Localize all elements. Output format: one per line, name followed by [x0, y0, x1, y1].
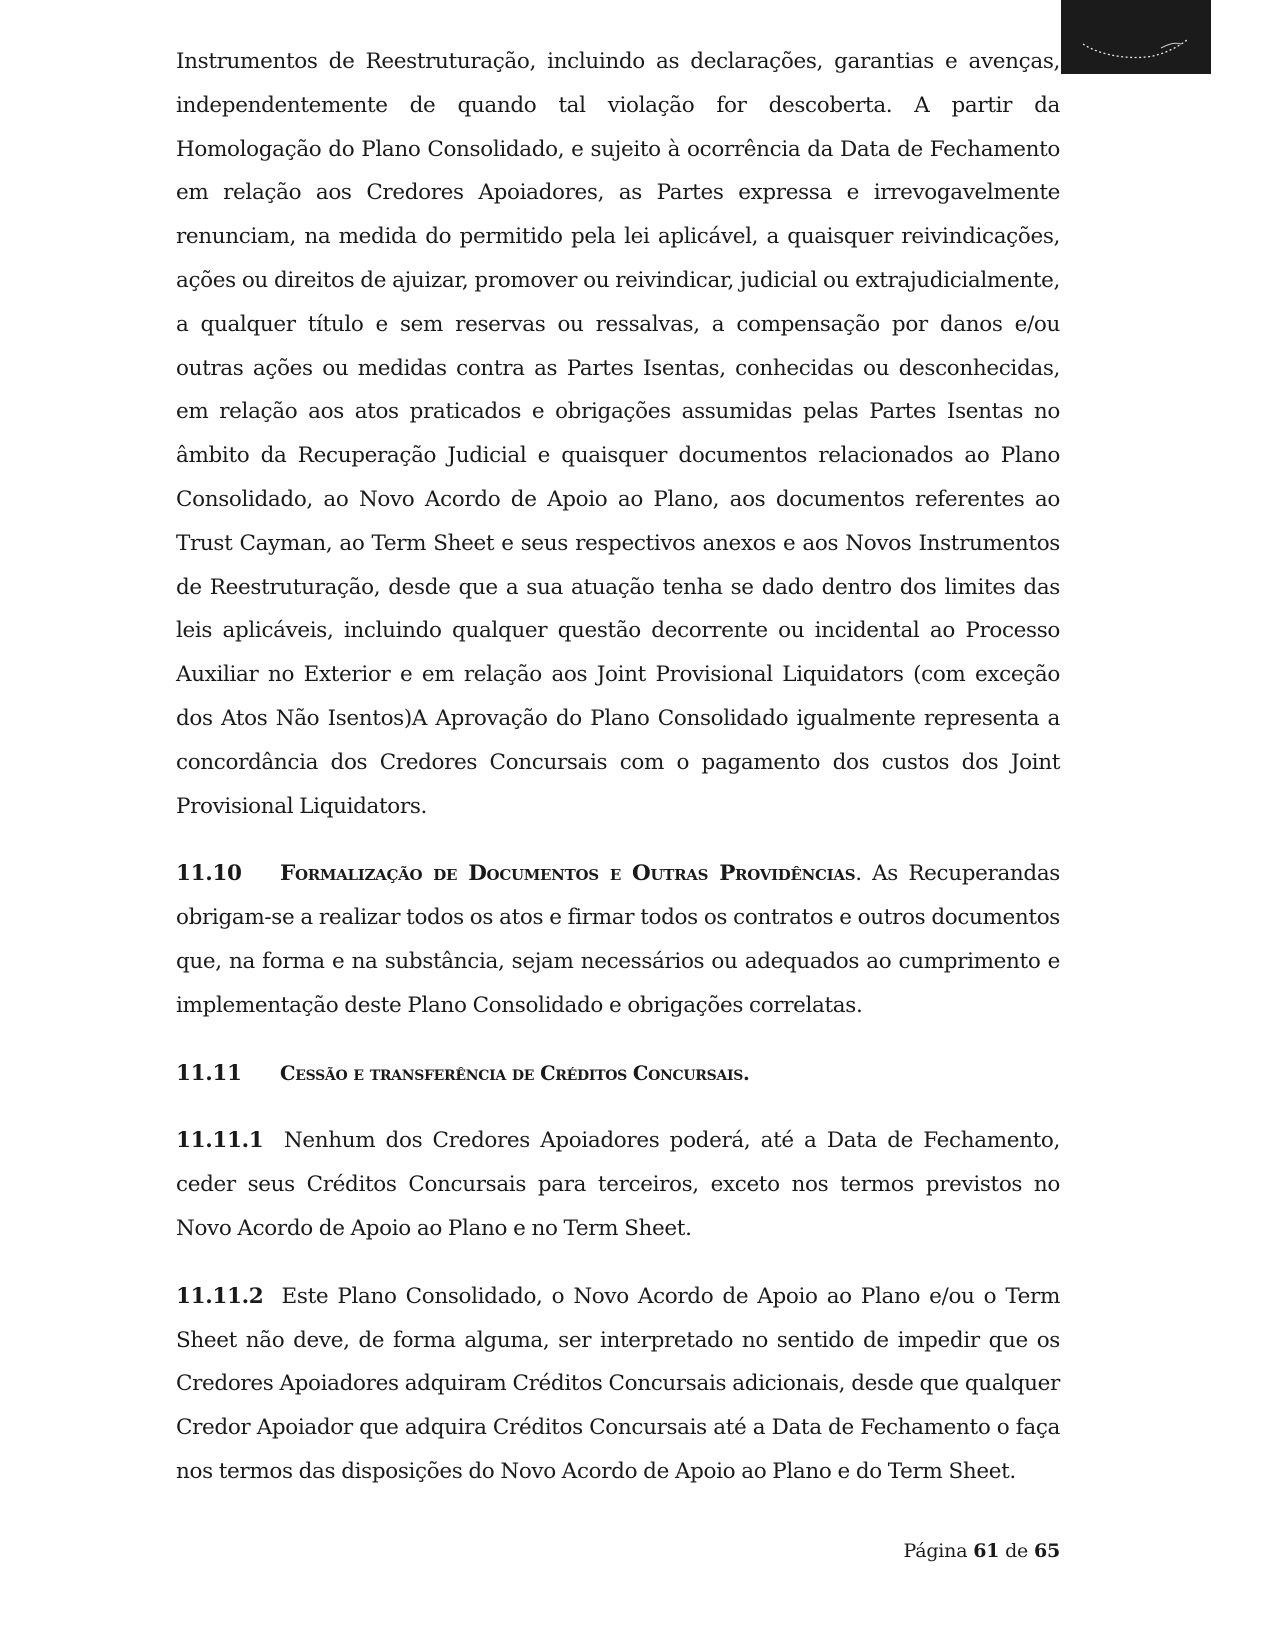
section-title: Formalização de Documentos e Outras Providências — [280, 861, 856, 887]
section-number: 11.11.1 — [176, 1128, 264, 1154]
corner-logo — [1061, 0, 1211, 74]
signature-mark-icon — [1061, 0, 1211, 74]
section-11-10 — [176, 852, 1060, 1027]
of-label: de — [1005, 1540, 1029, 1562]
total-pages: 65 — [1033, 1540, 1060, 1562]
page-label: Página — [903, 1540, 968, 1562]
section-11-11 — [176, 1052, 1060, 1096]
section-number: 11.10 — [176, 861, 242, 887]
intro-paragraph: Instrumentos de Reestruturação, incluindo as declarações, garantias e avenças, independentemente de quando tal violação for descoberta. A partir da Homologação do Plano Consolidado, e sujeito à ocorrência da Data de Fechamento em relação aos Credores Apoiadores, as Partes expressa e irrevogavelmente renunciam, na medida do permitido pela lei aplicável, a quaisquer reivindicações, ações ou direitos de ajuizar, promover ou reivindicar, judicial ou extrajudicialmente, a qualquer título e sem reservas ou ressalvas, a compensação por danos e/ou outras ações ou medidas contra as Partes Isentas, conhecidas ou desconhecidas, em relação aos atos praticados e obrigações assumidas pelas Partes Isentas no âmbito da Recuperação Judicial e quaisquer documentos relacionados ao Plano Consolidado, ao Novo Acordo de Apoio ao Plano, aos documentos referentes ao Trust Cayman, ao Term Sheet e seus respectivos anexos e aos Novos Instrumentos de Reestruturação, desde que a sua atuação tenha se dado dentro dos limites das leis aplicáveis, incluindo qualquer questão decorrente ou incidental ao Processo Auxiliar no Exterior e em relação aos Joint Provisional Liquidators (com exceção dos Atos Não Isentos)A Aprovação do Plano Consolidado igualmente representa a concordância dos Credores Concursais com o pagamento dos custos dos Joint Provisional Liquidators. — [176, 49, 1060, 819]
section-11-11-1 — [176, 1119, 1060, 1250]
section-11-11-2 — [176, 1275, 1060, 1494]
section-number: 11.11.2 — [176, 1283, 264, 1309]
page-footer — [903, 1540, 1060, 1562]
section-title: Cessão e transferência de Créditos Concursais. — [280, 1061, 750, 1085]
section-number: 11.11 — [176, 1060, 242, 1086]
document-body — [176, 40, 1060, 1494]
section-body: Este Plano Consolidado, o Novo Acordo de Apoio ao Plano e/ou o Term Sheet não deve, de forma alguma, ser interpretado no sentido de impedir que os Credores Apoiadores adquiram Créditos Concursais adicionais, desde que qualquer Credor Apoiador que adquira Créditos Concursais até a Data de Fechamento o faça nos termos das disposições do Novo Acordo de Apoio ao Plano e do Term Sheet. — [176, 1283, 1060, 1484]
page-number: 61 — [973, 1540, 1000, 1562]
section-body: Nenhum dos Credores Apoiadores poderá, até a Data de Fechamento, ceder seus Créditos Concursais para terceiros, exceto nos termos previstos no Novo Acordo de Apoio ao Plano e no Term Sheet. — [176, 1128, 1060, 1241]
section-body: . As Recuperandas obrigam-se a realizar todos os atos e firmar todos os contratos e outros documentos que, na forma e na substância, sejam necessários ou adequados ao cumprimento e implementação deste Plano Consolidado e obrigações correlatas. — [176, 861, 1060, 1018]
